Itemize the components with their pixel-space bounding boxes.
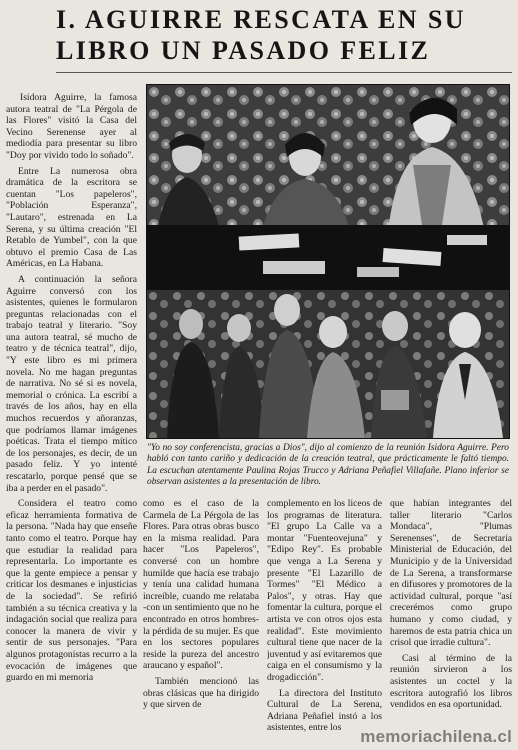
column-2 xyxy=(143,498,259,748)
watermark-logo: memoriachilena.cl xyxy=(360,727,512,746)
paragraph: Considera el teatro como eficaz herramienta formativa de la persona. "Nada hay que enseñe tanto como el teatro. Porque hay que estudiar la realidad para representarla. Lo importante es que la gente empiece a pensar y criticar los desmanes e injusticias de la sociedad". Se refirió también a su técnica creativa y la indagación social que realiza para conocer la manera de vivir y sentir de sus personajes. "Para algunos protagonistas recurro a la evocación de imágenes que guardo en mi memoria xyxy=(6,498,137,684)
paragraph: Casi al término de la reunión sirvieron a los asistentes un coctel y la escritora autografió los libros vendidos en esa oportunidad. xyxy=(390,652,512,711)
headline xyxy=(56,4,512,66)
headline-rule xyxy=(56,72,512,73)
paragraph: complemento en los liceos de los programas de literatura. "El grupo La Calle va a montar "Fuenteovejuna" y "Edipo Rey". Es probable que venga a La Serena y presente "El Lazarillo de Tormes" "El Médico a Palos", y otras. Hay que fomentar la cultura, porque el artista ve con otros ojos esta realidad". Este movimiento cultural tiene que nacer de la juventud y así evitaremos que caiga en el consumismo y la drogadicción". xyxy=(267,498,382,683)
paragraph: Entre La numerosa obra dramática de la escritora se cuentan "Los papeleros", "Población Esperanza", "Lautaro", estrenada en La Serena, y su última creación "El Retablo de Yumbel", con la que obtuvo el premio Casa de Las Américas, en La Habana. xyxy=(6,165,137,270)
column-4 xyxy=(390,498,512,748)
top-photo xyxy=(146,84,510,289)
top-photo-image xyxy=(147,85,509,288)
headline-line-2: LIBRO UN PASADO FELIZ xyxy=(56,36,431,65)
left-column xyxy=(6,92,137,748)
paragraph: Isidora Aguirre, la famosa autora teatral de "La Pérgola de las Flores" visitó la Casa del Vecino Serenense ayer al mediodía para presentar su libro "Doy por vivido todo lo soñado". xyxy=(6,92,137,161)
paragraph: También mencionó las obras clásicas que ha dirigido y que sirven de xyxy=(143,675,259,711)
paragraph: que habían integrantes del taller literario "Carlos Mondaca", "Plumas Serenenses", de Secretaría Ministerial de Educación, del Municipio y de la Universidad de La Serena, a transformarse en difusores y promotores de la actividad cultural, porque "así crecerémos como grupo humano y como ciudad, y haremos de esta patria chica un crisol que irradie cultura". xyxy=(390,498,512,649)
paragraph: A continuación la señora Aguirre conversó con los asistentes, quienes le formularon preguntas relacionadas con el trabajo teatral y literario. "Soy una autora teatral, sé mucho de teatro y de técnica teatral", dijo, "Y este libro es mi primera novela. No me hagan preguntas de narrativa. No sé si es novela, memorial o crónica. La escribí a través de los años, hay en ella muchos recuerdos y añoranzas, que podríamos llamar imágenes poéticas. Trata el tiempo mítico de los personajes, es decir, de un pasado feliz. Y yo intenté rescatarlo, porque pensé que se iba a perder en el pasado". xyxy=(6,273,137,494)
column-3 xyxy=(267,498,382,748)
headline-line-1: I. AGUIRRE RESCATA EN SU xyxy=(56,5,466,34)
bottom-photo-image xyxy=(147,290,509,438)
paragraph: La directora del Instituto Cultural de La Serena, Adriana Peñafiel instó a los asistentes, entre los xyxy=(267,687,382,734)
paragraph: como es el caso de la Carmela de La Pérgola de las Flores. Para otras obras busco en la misma realidad. Para hacer "Los Papeleros", conversé con un hombre humilde que hacía ese trabajo y tenía una calidad humana increíble, cuando me relataba -con un sentimiento que no he encontrado en otros hombres- la pérdida de su mujer. Es que en los sectores populares reside la pureza del ancestro araucano y español". xyxy=(143,498,259,672)
bottom-photo xyxy=(146,289,510,439)
photo-caption: "Yo no soy conferencista, gracias a Dios", dijo al comienzo de la reunión Isidora Aguirre. Pero habló con tanto cariño y dedicación de la creación teatral, que prácticamente le faltó tiempo. La escuchan atentamente Paulina Rojas Trucco y Adriana Peñafiel Villafañe. Plano inferior se observan asistentes a la presentación de libro. xyxy=(147,443,509,488)
